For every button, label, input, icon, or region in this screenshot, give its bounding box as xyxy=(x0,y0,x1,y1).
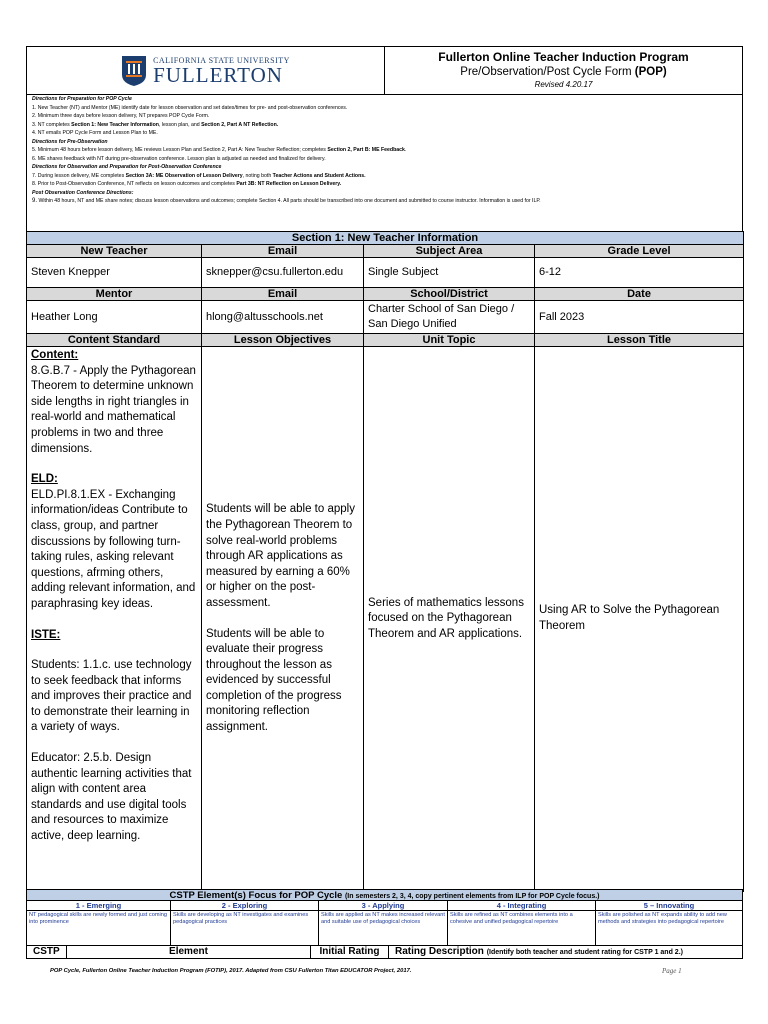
lesson-objectives-cell xyxy=(202,347,364,892)
lesson-header-row xyxy=(27,334,744,347)
direction-7c: , noting both xyxy=(242,172,273,179)
direction-1: 1. New Teacher (NT) and Mentor (ME) identify date for lesson observation and set dates/times for pre- and post-observation conferences. xyxy=(32,104,348,111)
revised-date: Revised 4.20.17 xyxy=(534,80,593,89)
logo-city: FULLERTON xyxy=(153,63,283,87)
post-heading: Post Observation Conference Directions: xyxy=(32,189,134,196)
direction-8 xyxy=(32,180,737,189)
direction-7b: Section 3A: ME Observation of Lesson Delivery xyxy=(125,172,243,179)
form-header xyxy=(26,46,743,95)
header-lesson-title: Lesson Title xyxy=(535,334,744,347)
level-5-desc: Skills are polished as NT expands ability to add new methods and strategies into pedagogical repertoire xyxy=(598,912,727,925)
direction-8a: 8. Prior to Post-Observation Conference, NT reflects on lesson outcomes and completes xyxy=(32,181,237,187)
header-date: Date xyxy=(535,288,744,301)
footer-text: POP Cycle, Fullerton Online Teacher Induction Program (FOTIP), 2017. Adapted from CSU Fullerton Titan EDUCATOR Project, 2017. xyxy=(50,968,412,974)
direction-5 xyxy=(32,146,737,155)
header-subject: Subject Area xyxy=(364,245,535,258)
mentor-value-row xyxy=(27,301,744,334)
content-label: Content: xyxy=(31,349,79,361)
direction-2: 2. Minimum three days before lesson delivery, NT prepares POP Cycle Form. xyxy=(32,113,210,119)
form-title-main: Pre/Observation/Post Cycle Form xyxy=(460,66,635,78)
teacher-header-row xyxy=(27,245,744,258)
col-initial-rating: Initial Rating xyxy=(311,946,389,958)
level-4 xyxy=(448,901,596,945)
logo-cell xyxy=(27,47,385,94)
new-teacher-email: sknepper@csu.fullerton.edu xyxy=(202,258,364,288)
university-crest-icon xyxy=(121,55,147,87)
header-mentor-email: Email xyxy=(202,288,364,301)
lesson-detail-row xyxy=(27,347,744,892)
grade-level: 6-12 xyxy=(535,258,744,288)
mentor-email: hlong@altusschools.net xyxy=(202,301,364,334)
header-objectives: Lesson Objectives xyxy=(202,334,364,347)
header-new-teacher: New Teacher xyxy=(27,245,202,258)
direction-3d: Section 2, Part A NT Reflection. xyxy=(201,121,279,128)
col-rating-desc-label: Rating Description xyxy=(395,946,487,957)
objective-2: Students will be able to evaluate their progress throughout the lesson as evidenced by successful completion of the progress monitoring reflection assignment. xyxy=(206,627,342,734)
pre-heading: Directions for Pre-Observation xyxy=(32,138,108,145)
rating-levels xyxy=(26,901,743,945)
direction-5c: . xyxy=(404,147,407,153)
level-2 xyxy=(171,901,319,945)
direction-3 xyxy=(32,121,737,130)
level-2-label: 2 - Exploring xyxy=(171,901,318,911)
col-rating-description xyxy=(389,946,742,958)
direction-3b: Section 1: New Teacher Information xyxy=(71,121,159,128)
direction-7 xyxy=(32,172,737,181)
direction-9-text: Within 48 hours, NT and ME share notes; discuss lesson observations and outcomes; complete Section 4. All parts should be transcribed into one document and submitted to course instructor. Information is used for ILP. xyxy=(37,198,541,204)
direction-8b: Part 3B: NT Reflection on Lesson Delivery. xyxy=(236,181,342,187)
mentor-name: Heather Long xyxy=(27,301,202,334)
prep-heading: Directions for Preparation for POP Cycle xyxy=(32,96,132,102)
new-teacher-name: Steven Knepper xyxy=(27,258,202,288)
obs-heading: Directions for Observation and Preparation for Post-Observation Conference xyxy=(32,164,222,170)
header-school: School/District xyxy=(364,288,535,301)
level-3-desc: Skills are applied as NT makes increased relevant and suitable use of pedagogical choices xyxy=(321,912,445,925)
lesson-title-cell: Using AR to Solve the Pythagorean Theorem xyxy=(535,347,744,892)
col-rating-desc-note: (Identify both teacher and student rating for CSTP 1 and 2.) xyxy=(486,949,683,956)
level-1-label: 1 - Emerging xyxy=(27,901,170,911)
header-unit-topic: Unit Topic xyxy=(364,334,535,347)
section1-table xyxy=(26,231,744,892)
content-text: 8.G.B.7 - Apply the Pythagorean Theorem to determine unknown side lengths in right triangles in real-world and mathematical problems in two and three dimensions. xyxy=(31,364,196,455)
content-standard-cell xyxy=(27,347,202,892)
logo-university: CALIFORNIA STATE UNIVERSITY xyxy=(153,56,290,65)
header-mentor: Mentor xyxy=(27,288,202,301)
program-title: Fullerton Online Teacher Induction Program xyxy=(438,50,689,64)
level-5 xyxy=(596,901,742,945)
unit-topic-cell: Series of mathematics lessons focused on the Pythagorean Theorem and AR applications. xyxy=(364,347,535,892)
iste-label: ISTE: xyxy=(31,628,61,641)
page-number: Page 1 xyxy=(662,967,682,975)
level-2-desc: Skills are developing as NT investigates and examines pedagogical practices xyxy=(173,912,309,925)
form-title-bold: (POP) xyxy=(634,66,667,78)
level-5-label: 5 – Innovating xyxy=(596,901,742,911)
subject-area: Single Subject xyxy=(364,258,535,288)
mentor-header-row xyxy=(27,288,744,301)
level-1 xyxy=(27,901,171,945)
cstp-note: (In semesters 2, 3, 4, copy pertinent elements from ILP for POP Cycle focus.) xyxy=(344,893,600,900)
level-3-label: 3 - Applying xyxy=(319,901,447,911)
direction-6: 6. ME shares feedback with NT during pre-observation conference. Lesson plan is adjusted as needed and finalized for delivery. xyxy=(32,155,326,162)
section1-title-row xyxy=(27,232,744,245)
date-value: Fall 2023 xyxy=(535,301,744,334)
direction-3c: , lesson plan, and xyxy=(158,121,202,128)
form-title xyxy=(385,65,742,80)
school-district: Charter School of San Diego / San Diego Unified xyxy=(364,301,535,334)
iste-educator: Educator: 2.5.b. Design authentic learning activities that align with content area standards and use digital tools and resources to maximize active, deep learning. xyxy=(31,752,192,843)
eld-label: ELD: xyxy=(31,473,58,486)
direction-7d: Teacher Actions and Student Actions. xyxy=(272,172,366,179)
direction-7a: 7. During lesson delivery, ME completes xyxy=(32,172,126,179)
level-3 xyxy=(319,901,448,945)
cstp-title: CSTP Element(s) Focus for POP Cycle xyxy=(169,890,345,901)
teacher-value-row xyxy=(27,258,744,288)
program-cell xyxy=(385,47,742,94)
direction-9 xyxy=(32,197,737,206)
level-4-label: 4 - Integrating xyxy=(448,901,595,911)
eld-text: ELD.PI.8.1.EX - Exchanging information/ideas Contribute to class, group, and partner discussions by following turn-taking rules, asking relevant questions, afrming others, adding relevant information, and paraphrasing key ideas. xyxy=(31,488,196,610)
level-4-desc: Skills are refined as NT combines elements into a cohesive and unified pedagogical repertoire xyxy=(450,912,573,925)
col-cstp: CSTP xyxy=(27,946,67,958)
cstp-column-headers xyxy=(26,945,743,959)
direction-4: 4. NT emails POP Cycle Form and Lesson Plan to ME. xyxy=(32,130,158,136)
directions-block xyxy=(26,95,743,231)
direction-5a: 5. Minimum 48 hours before lesson delivery, ME reviews Lesson Plan and Section 2, Part A: New Teacher Reflection; completes xyxy=(32,147,328,153)
col-element: Element xyxy=(67,946,311,958)
objective-1: Students will be able to apply the Pythagorean Theorem to solve real-world problems through AR applications as measured by earning a 60% or higher on the post-assessment. xyxy=(206,503,355,609)
direction-5b: Section 2, Part B: ME Feedback xyxy=(327,147,405,153)
cstp-title-band xyxy=(26,889,743,901)
header-grade: Grade Level xyxy=(535,245,744,258)
header-email: Email xyxy=(202,245,364,258)
iste-students: Students: 1.1.c. use technology to seek feedback that informs and improves their practice and to demonstrate their learning in a variety of ways. xyxy=(31,659,192,734)
section1-title: Section 1: New Teacher Information xyxy=(27,232,744,245)
csuf-logo xyxy=(121,55,290,87)
level-1-desc: NT pedagogical skills are newly formed and just coming into prominence xyxy=(29,912,167,925)
header-content-standard: Content Standard xyxy=(27,334,202,347)
direction-9-num: 9. xyxy=(32,198,38,204)
direction-3a: 3. NT completes xyxy=(32,121,72,128)
